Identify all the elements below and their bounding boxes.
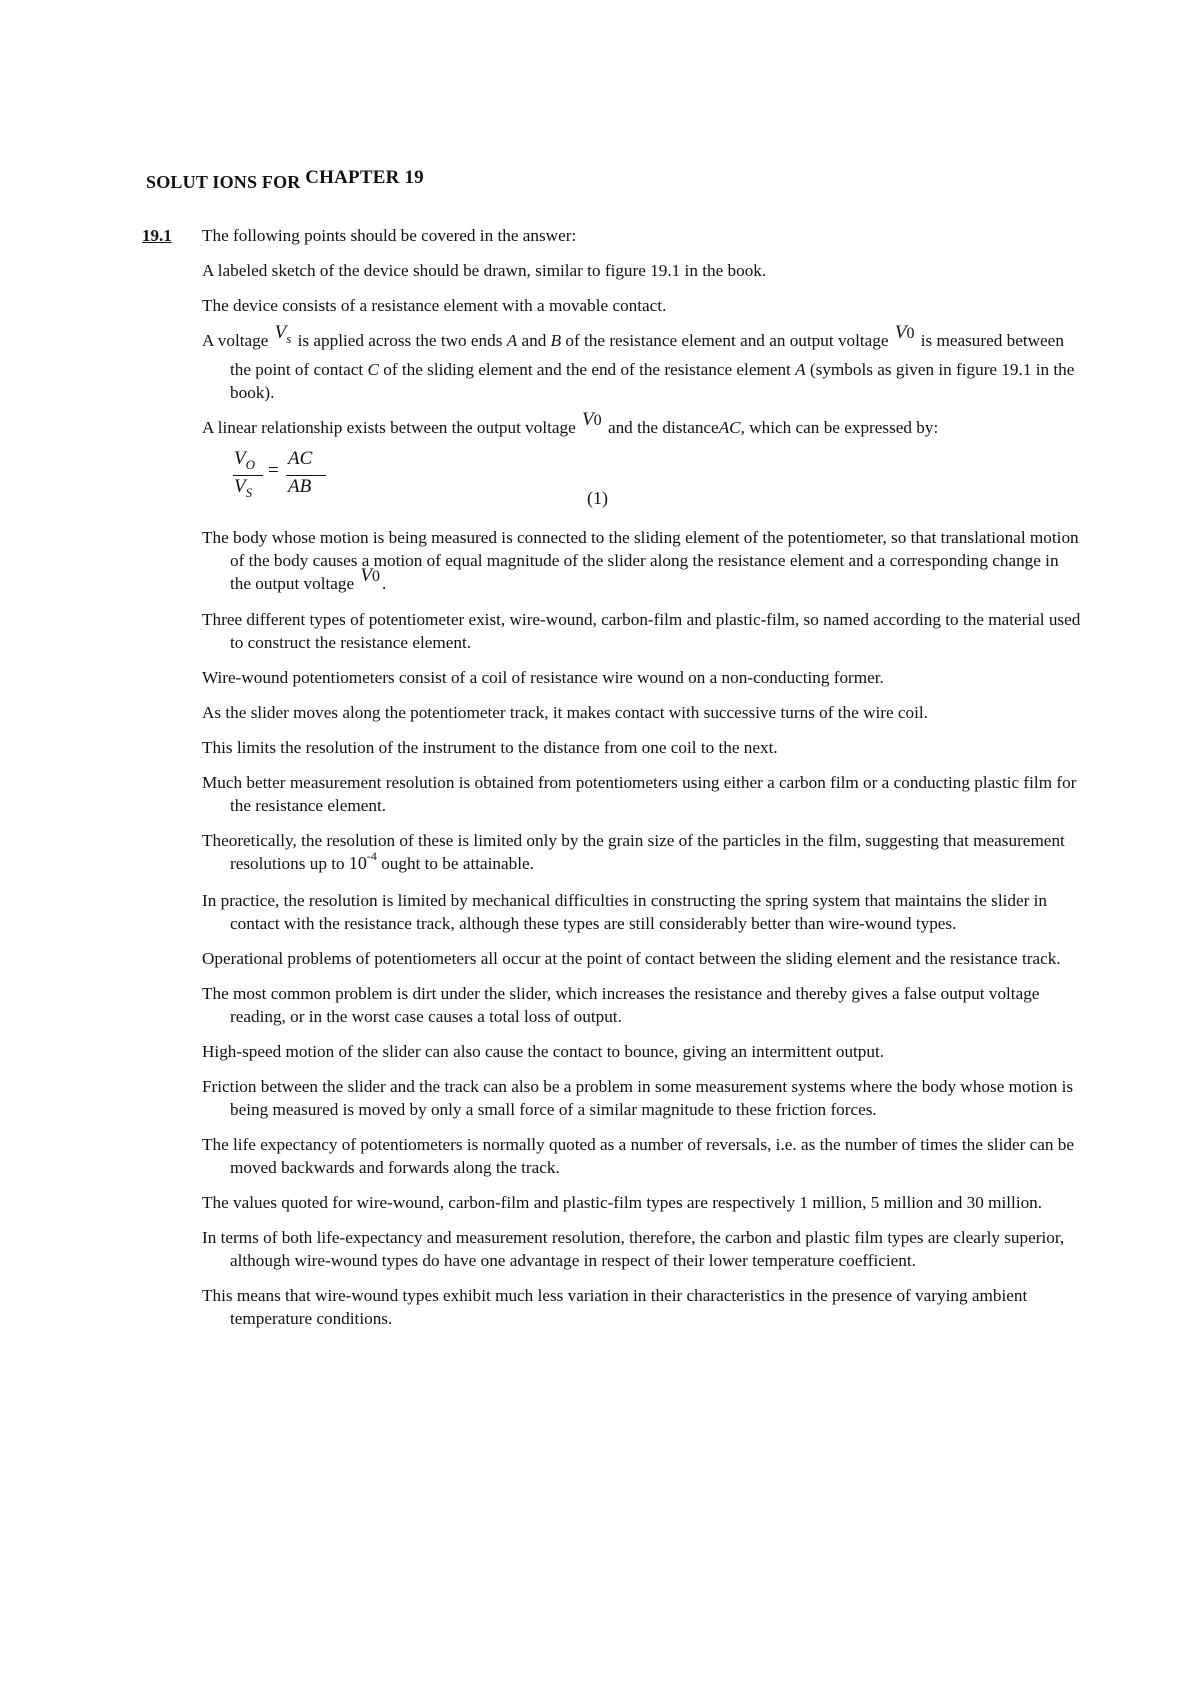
symbol-v0 <box>893 322 917 343</box>
paragraph-limits: This limits the resolution of the instrument to the distance from one coil to the next. <box>202 737 778 757</box>
text-run: is applied across the two ends <box>297 331 503 350</box>
text-run: ought to be attainable. <box>381 853 534 873</box>
text-run: , which can be expressed by: <box>740 417 939 437</box>
symbol-b: B <box>550 331 562 350</box>
text-run: and <box>521 331 547 350</box>
text-run: A linear relationship exists between the output voltage <box>202 417 576 437</box>
equation-numerator-right: AC <box>288 447 313 469</box>
symbol-letter: V <box>274 322 287 343</box>
symbol-letter: V <box>894 322 907 343</box>
symbol-subscript: 0 <box>593 411 602 429</box>
symbol-vs <box>273 322 294 346</box>
text-run: of the resistance element and an output voltage <box>565 331 889 350</box>
equation-denominator-right: AB <box>288 475 312 497</box>
paragraph-body <box>202 526 1082 596</box>
paragraph-wirewound: Wire-wound potentiometers consist of a coil of resistance wire wound on a non-conducting former. <box>202 667 884 687</box>
symbol-subscript: 0 <box>372 567 381 585</box>
symbol-subscript: s <box>286 330 292 346</box>
text-run: and the distance <box>607 417 719 437</box>
paragraph-means: This means that wire-wound types exhibit much less variation in their characteristics in the presence of varying ambient temperature conditions. <box>202 1285 1028 1328</box>
paragraph-linear <box>202 408 1082 440</box>
paragraph-device: The device consists of a resistance element with a movable contact. <box>202 296 667 315</box>
title-part-1: SOLUT IONS FOR <box>146 172 301 192</box>
paragraph-values: The values quoted for wire-wound, carbon-film and plastic-film types are respectively 1 million, 5 million and 30 million. <box>202 1192 1043 1212</box>
paragraph-operational: Operational problems of potentiometers all occur at the point of contact between the sliding element and the resistance track. <box>202 948 1061 968</box>
paragraph-slider: As the slider moves along the potentiometer track, it makes contact with successive turns of the wire coil. <box>202 702 928 722</box>
text-run: is measured between the point of contact <box>230 331 1064 379</box>
equation-number: (1) <box>587 487 608 508</box>
eq-letter: V <box>234 447 246 469</box>
page-title <box>146 167 424 194</box>
text-run: (symbols as given in figure 19.1 in the book). <box>230 359 1075 402</box>
symbol-subscript: 0 <box>906 325 915 342</box>
paragraph-friction: Friction between the slider and the track can also be a problem in some measurement systems where the body whose motion is being measured is moved by only a small force of a similar magnitude to these friction forces. <box>202 1076 1074 1119</box>
symbol-c: C <box>367 359 379 379</box>
text-run: . <box>382 573 387 593</box>
paragraph-life: The life expectancy of potentiometers is normally quoted as a number of reversals, i.e. as the number of times the slider can be moved backwards and forwards along the track. <box>202 1134 1074 1177</box>
paragraph-sketch: A labeled sketch of the device should be drawn, similar to figure 19.1 in the book. <box>202 261 767 280</box>
paragraph-dirt: The most common problem is dirt under the slider, which increases the resistance and thereby gives a false output voltage reading, or in the worst case causes a total loss of output. <box>202 983 1040 1026</box>
text-run: A voltage <box>202 331 269 350</box>
paragraph-practice: In practice, the resolution is limited by mechanical difficulties in constructing the spring system that maintains the slider in contact with the resistance track, although these types are still considerably better than wire-wound types. <box>202 890 1048 933</box>
text-run: The body whose motion is being measured is connected to the sliding element of the potentiometer, so that translational motion of the body causes a motion of equal magnitude of the slider along the resistance element and a corresponding change in the output voltage <box>202 527 1079 593</box>
symbol-a: A <box>795 359 806 379</box>
text-run: Theoretically, the resolution of these is limited only by the grain size of the particles in the film, suggesting that measurement resolutions up to <box>202 830 1065 873</box>
symbol-v0 <box>358 565 382 586</box>
power-exponent: -4 <box>366 848 377 863</box>
eq-subscript: O <box>245 456 255 472</box>
power-base: 10 <box>348 852 367 873</box>
equals-sign: = <box>268 459 279 481</box>
paragraph-terms: In terms of both life-expectancy and measurement resolution, therefore, the carbon and plastic film types are clearly superior, although wire-wound types do have one advantage in respect of their lower temperature coefficient. <box>202 1227 1065 1270</box>
symbol-a: A <box>506 331 518 350</box>
eq-letter: V <box>234 475 246 497</box>
symbol-letter: V <box>360 564 373 586</box>
math-power <box>348 848 377 873</box>
paragraph-better: Much better measurement resolution is obtained from potentiometers using either a carbon film or a conducting plastic film for the resistance element. <box>202 772 1077 815</box>
symbol-letter: V <box>582 408 594 430</box>
answer-body <box>202 224 1082 1342</box>
question-number: 19.1 <box>142 226 172 245</box>
symbol-ac: AC <box>718 417 741 437</box>
symbol-v0 <box>580 409 604 430</box>
eq-subscript: S <box>245 484 253 500</box>
equation-1 <box>202 448 1082 514</box>
paragraph-theory <box>202 829 1082 877</box>
title-part-2: CHAPTER 19 <box>305 167 424 188</box>
intro-paragraph: The following points should be covered in the answer: <box>202 226 577 245</box>
paragraph-voltage <box>202 322 1082 404</box>
equation-numerator-left <box>234 448 255 473</box>
paragraph-highspeed: High-speed motion of the slider can also cause the contact to bounce, giving an intermittent output. <box>202 1041 885 1061</box>
text-run: of the sliding element and the end of the resistance element <box>383 359 791 379</box>
paragraph-types: Three different types of potentiometer exist, wire-wound, carbon-film and plastic-film, so named according to the material used to construct the resistance element. <box>202 609 1081 652</box>
equation-denominator-left <box>234 476 252 501</box>
